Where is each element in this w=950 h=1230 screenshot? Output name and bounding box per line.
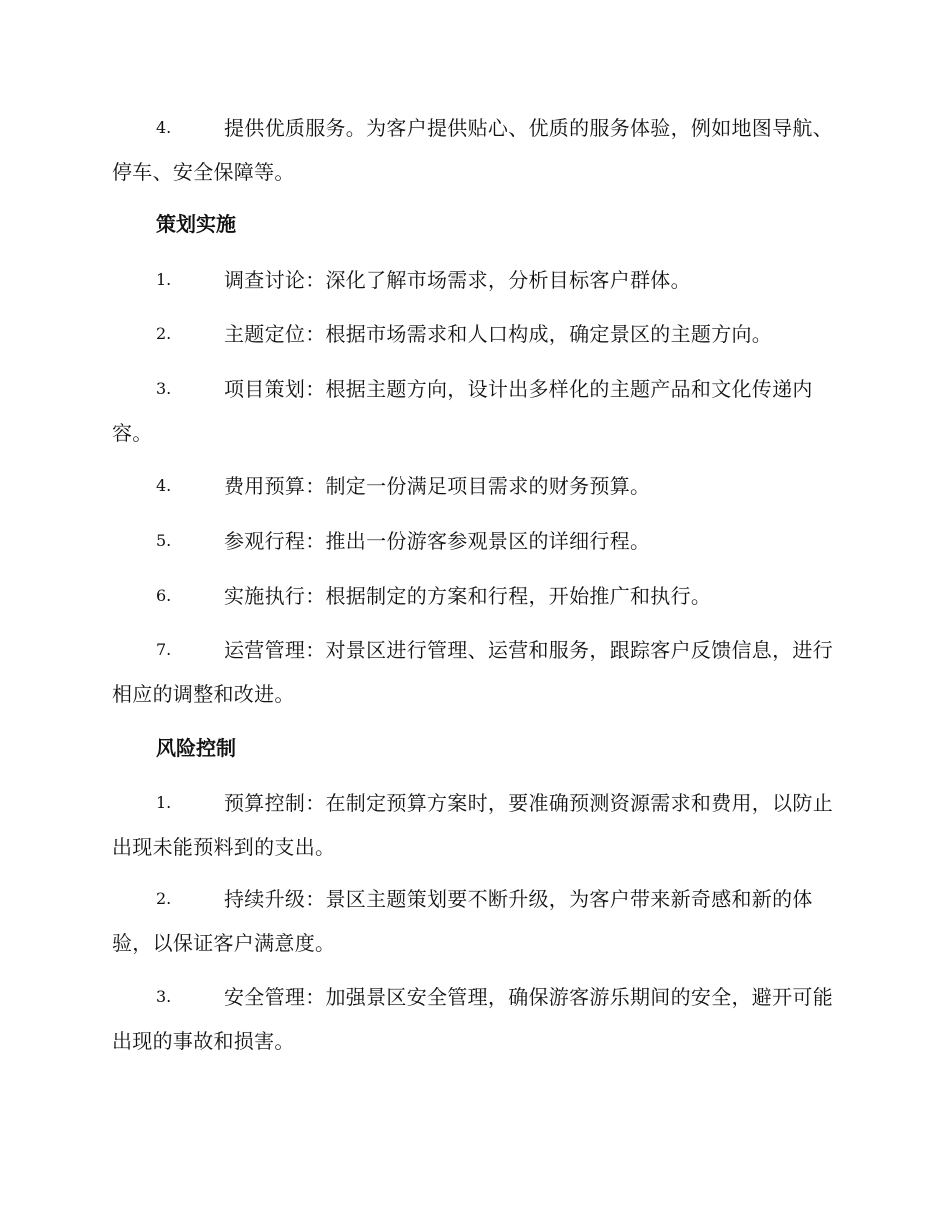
item-number: 1. — [156, 793, 172, 812]
item-text: 参观行程：推出一份游客参观景区的详细行程。 — [224, 529, 651, 553]
item-text: 持续升级：景区主题策划要不断升级，为客户带来新奇感和新的体验，以保证客户满意度。 — [112, 887, 813, 955]
section-heading-planning: 策划实施 — [156, 212, 236, 236]
item-text: 项目策划：根据主题方向，设计出多样化的主题产品和文化传递内容。 — [112, 377, 813, 445]
list-item — [112, 312, 836, 356]
list-item — [112, 258, 836, 302]
list-item — [112, 628, 836, 716]
list-item — [112, 464, 836, 508]
item-number: 2. — [156, 889, 172, 908]
list-item — [112, 367, 836, 455]
list-item — [112, 877, 836, 965]
item-text: 预算控制：在制定预算方案时，要准确预测资源需求和费用，以防止出现未能预料到的支出。 — [112, 791, 833, 859]
item-text: 提供优质服务。为客户提供贴心、优质的服务体验，例如地图导航、停车、安全保障等。 — [112, 116, 833, 184]
item-number: 1. — [156, 270, 172, 289]
item-text: 调查讨论：深化了解市场需求，分析目标客户群体。 — [224, 268, 691, 292]
item-number: 6. — [156, 586, 172, 605]
item-number: 4. — [156, 476, 172, 495]
item-text: 主题定位：根据市场需求和人口构成，确定景区的主题方向。 — [224, 322, 773, 346]
list-item — [112, 519, 836, 563]
list-item — [112, 781, 836, 869]
list-item — [112, 574, 836, 618]
list-item-service — [112, 106, 836, 194]
list-item — [112, 975, 836, 1063]
item-text: 实施执行：根据制定的方案和行程，开始推广和执行。 — [224, 584, 712, 608]
item-number: 3. — [156, 987, 172, 1006]
item-number: 5. — [156, 531, 172, 550]
item-text: 安全管理：加强景区安全管理，确保游客游乐期间的安全，避开可能出现的事故和损害。 — [112, 985, 833, 1053]
item-text: 费用预算：制定一份满足项目需求的财务预算。 — [224, 474, 651, 498]
item-number: 2. — [156, 324, 172, 343]
item-number: 3. — [156, 379, 172, 398]
section-heading-risk: 风险控制 — [156, 736, 236, 760]
item-number: 4. — [156, 118, 172, 137]
item-text: 运营管理：对景区进行管理、运营和服务，跟踪客户反馈信息，进行相应的调整和改进。 — [112, 638, 833, 706]
item-number: 7. — [156, 640, 172, 659]
